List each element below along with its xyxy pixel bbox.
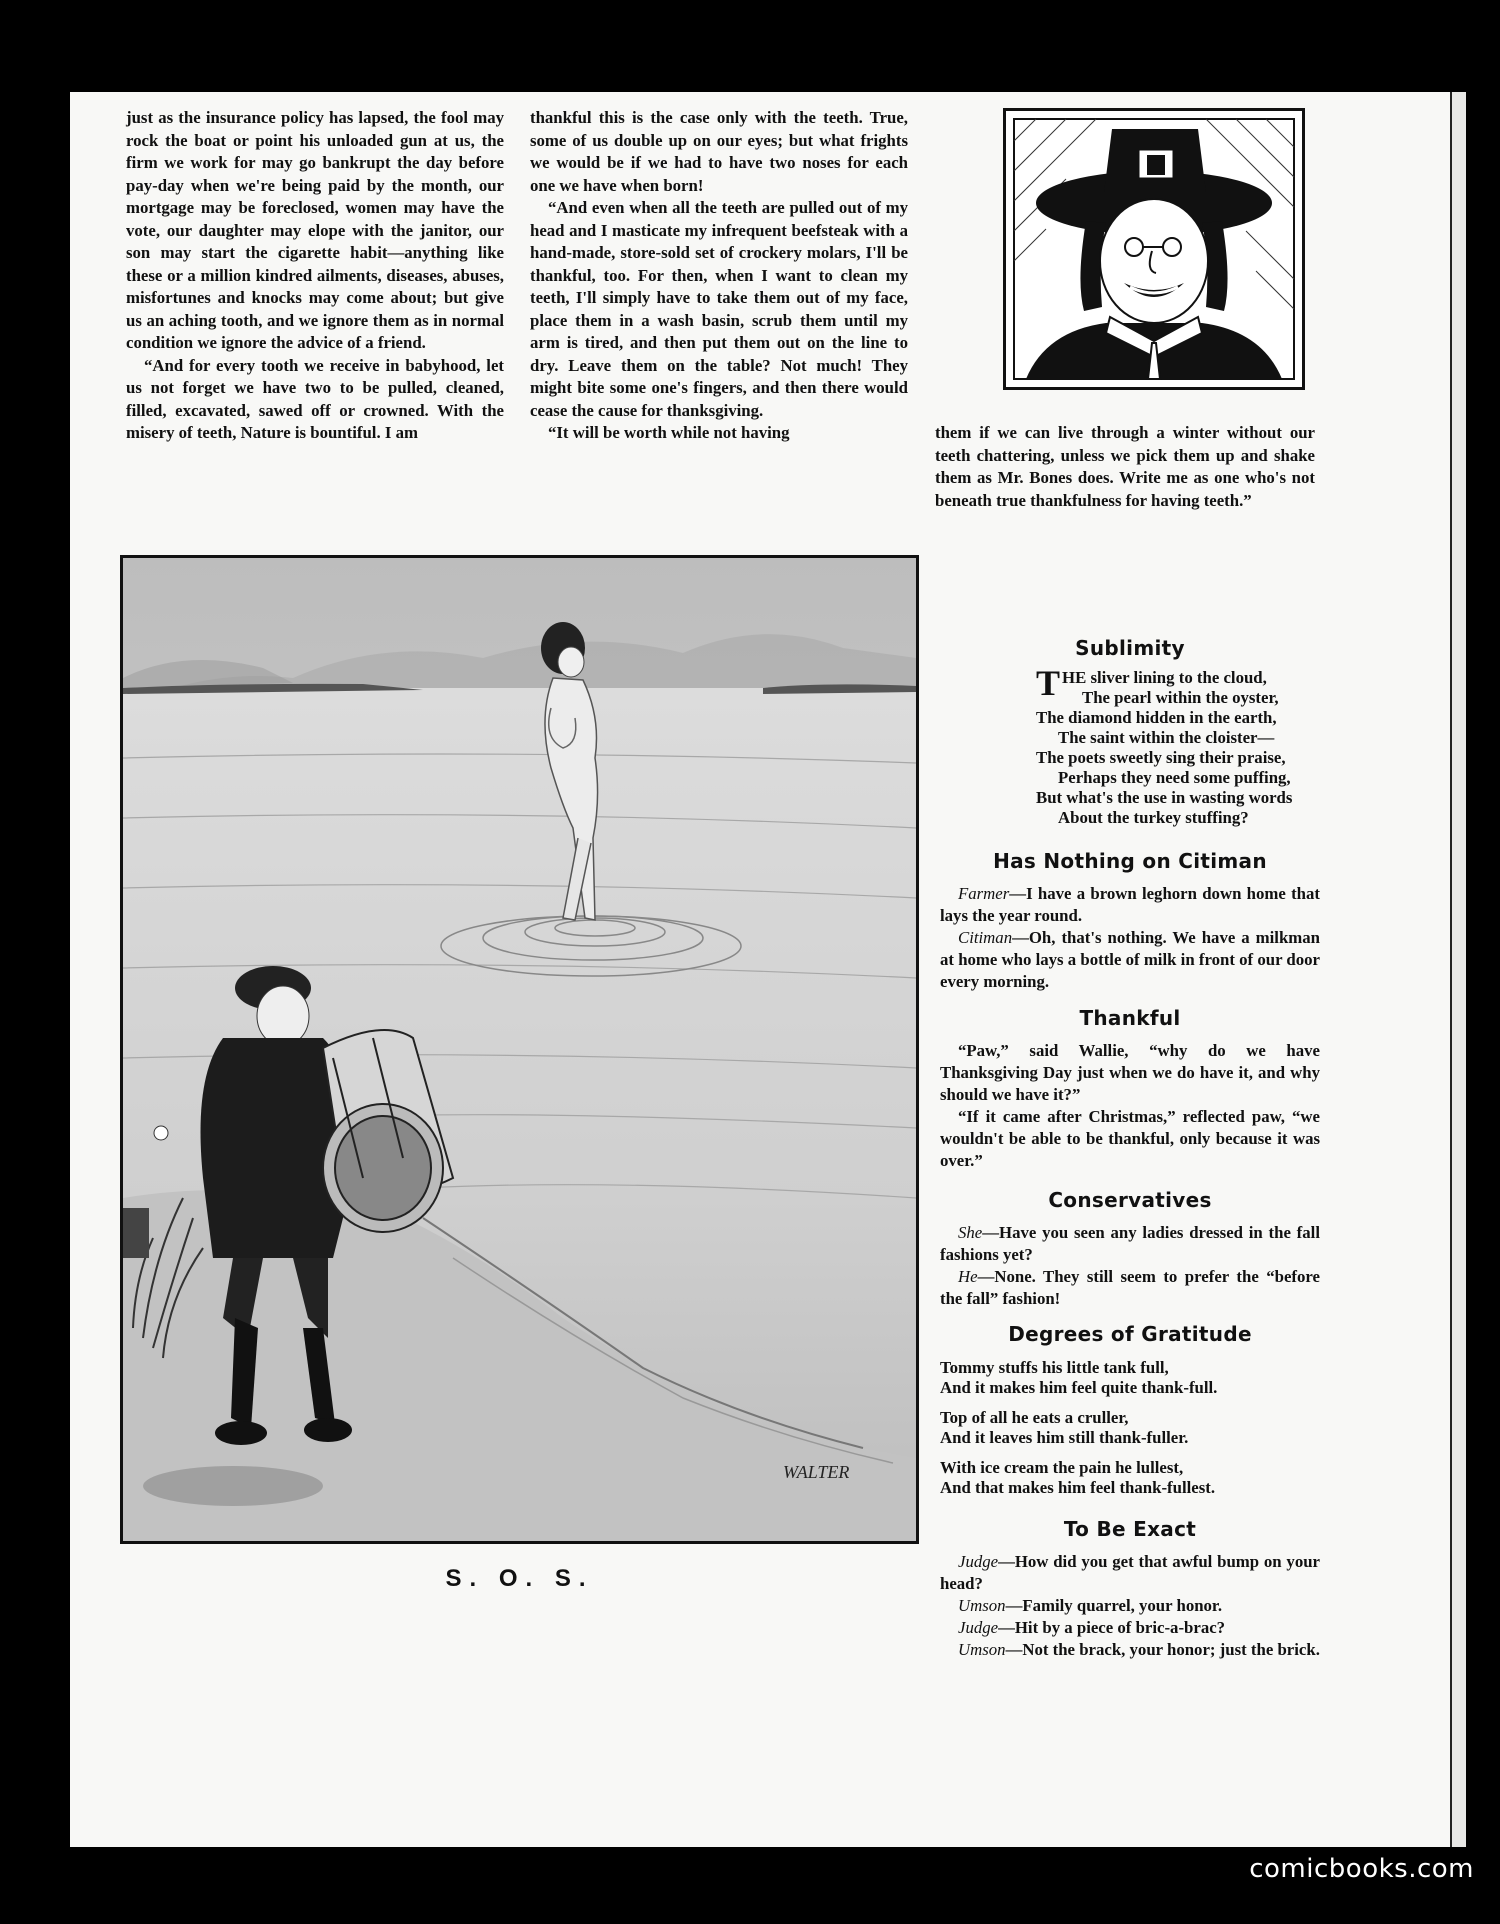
pilgrim-portrait-drawing [1006, 111, 1302, 387]
poem-line: The pearl within the oyster, [1082, 688, 1279, 707]
thankful-title: Thankful [1079, 1006, 1181, 1030]
poem-line: And that makes him feel thank-fullest. [940, 1478, 1216, 1497]
artist-signature: WALTER [783, 1462, 850, 1482]
dialogue-text: —Family quarrel, your honor. [1005, 1596, 1223, 1615]
dialogue-text: —Hit by a piece of bric-a-brac? [998, 1618, 1226, 1637]
drop-cap: T [1036, 663, 1061, 703]
article-paragraph: just as the insurance policy has lapsed, the fool may rock the boat or point his unloaded gun at us, the firm we work for may go bankrupt the day before pay-day when we're being paid by the month, our mortgage may be foreclosed, women may have the vote, our daughter may elope with the janitor, our son may start the cigarette habit—anything like these or a million kindred ailments, diseases, abuses, misfortunes and knocks may come about; but give us an aching tooth, and we ignore them as in normal condition we ignore the advice of a friend. [126, 108, 504, 352]
speaker-name: Citiman [958, 928, 1013, 947]
dialogue-line [940, 1551, 1320, 1595]
dialogue-line [940, 1222, 1320, 1266]
dialogue-line [940, 883, 1320, 927]
speaker-name: Umson [958, 1596, 1006, 1615]
conservatives-section [940, 1188, 1320, 1310]
poem-line: The poets sweetly sing their praise, [1036, 748, 1286, 767]
article-column-1 [126, 107, 504, 445]
speaker-name: Judge [958, 1552, 999, 1571]
poem-line: Tommy stuffs his little tank full, [940, 1358, 1169, 1377]
sublimity-title: Sublimity [1075, 636, 1185, 660]
article-column-2 [530, 107, 908, 445]
article-paragraph: “And even when all the teeth are pulled out of my head and I masticate my infrequent beefsteak with a hand-made, store-sold set of crockery molars, I'll be thankful, too. For then, when I want to clean my teeth, I'll simply have to take them out of my face, place them in a wash basin, scrub them until my arm is tired, and then put them out on the line to dry. Leave them on the table? Not much! They might bite some one's fingers, and then there would cease the cause for thanksgiving. [530, 198, 908, 420]
sublimity-section [940, 636, 1320, 828]
dialogue-line [940, 1266, 1320, 1310]
poem-line: The saint within the cloister— [1058, 728, 1275, 747]
poem-line: The diamond hidden in the earth, [1036, 708, 1277, 727]
exact-title: To Be Exact [1063, 1517, 1197, 1541]
article-column-3 [935, 422, 1315, 512]
citiman-section [940, 849, 1320, 993]
dialogue-line [940, 1617, 1320, 1639]
dialogue-text: —Have you seen any ladies dressed in the fall fashions yet? [940, 1223, 1320, 1264]
sos-illustration [120, 555, 919, 1544]
article-paragraph: “It will be worth while not having [548, 423, 790, 442]
dialogue-line [940, 927, 1320, 993]
article-paragraph: them if we can live through a winter without our teeth chattering, unless we pick them up and shake them as Mr. Bones does. Write me as one who's not beneath true thankfulness for having teeth.” [935, 423, 1315, 510]
beach-scene-drawing [123, 558, 916, 1541]
poem-line: About the turkey stuffing? [1058, 808, 1249, 827]
dialogue-text: —Oh, that's nothing. We have a milkman at home who lays a bottle of milk in front of our door every morning. [940, 928, 1320, 991]
poem-line: HE sliver lining to the cloud, [1062, 668, 1267, 687]
dialogue-text: —I have a brown leghorn down home that lays the year round. [940, 884, 1320, 925]
dialogue-text: —How did you get that awful bump on your head? [940, 1552, 1320, 1593]
article-paragraph: thankful this is the case only with the teeth. True, some of us double up on our eyes; but what frights we would be if we had to have two noses for each one we have when born! [530, 108, 908, 195]
exact-section [940, 1517, 1320, 1661]
poem-line: Perhaps they need some puffing, [1058, 768, 1291, 787]
speaker-name: Farmer [958, 884, 1010, 903]
poem-line: But what's the use in wasting words [1036, 788, 1293, 807]
speaker-name: She [958, 1223, 983, 1242]
dialogue-text: —None. They still seem to prefer the “before the fall” fashion! [940, 1267, 1320, 1308]
pilgrim-portrait [1003, 108, 1305, 390]
thankful-paragraph: “If it came after Christmas,” reflected paw, “we wouldn't be able to be thankful, only because it was over.” [940, 1107, 1320, 1170]
gratitude-section [940, 1322, 1320, 1498]
thankful-paragraph: “Paw,” said Wallie, “why do we have Thanksgiving Day just when we do have it, and why should we have it?” [940, 1041, 1320, 1104]
article-paragraph: “And for every tooth we receive in babyhood, let us not forget we have two to be pulled, cleaned, filled, excavated, sawed off or crowned. With the misery of teeth, Nature is bountiful. I am [126, 355, 504, 442]
site-watermark: comicbooks.com [1249, 1854, 1474, 1884]
facing-page-edge [1450, 92, 1466, 1847]
dialogue-line [940, 1595, 1320, 1617]
dialogue-text: —Not the brack, your honor; just the brick. [1005, 1640, 1320, 1659]
gratitude-title: Degrees of Gratitude [1008, 1322, 1252, 1346]
speaker-name: Judge [958, 1618, 999, 1637]
speaker-name: Umson [958, 1640, 1006, 1659]
poem-line: And it makes him feel quite thank-full. [940, 1378, 1218, 1397]
gratitude-poem [940, 1358, 1320, 1498]
poem-line: And it leaves him still thank-fuller. [940, 1428, 1189, 1447]
dialogue-line [940, 1639, 1320, 1661]
poem-line: With ice cream the pain he lullest, [940, 1458, 1184, 1477]
illustration-caption: S. O. S. [445, 1565, 594, 1592]
poem-line: Top of all he eats a cruller, [940, 1408, 1129, 1427]
citiman-title: Has Nothing on Citiman [993, 849, 1267, 873]
sublimity-poem [1036, 663, 1320, 828]
speaker-name: He [958, 1267, 978, 1286]
conservatives-title: Conservatives [1048, 1188, 1212, 1212]
thankful-section [940, 1006, 1320, 1172]
